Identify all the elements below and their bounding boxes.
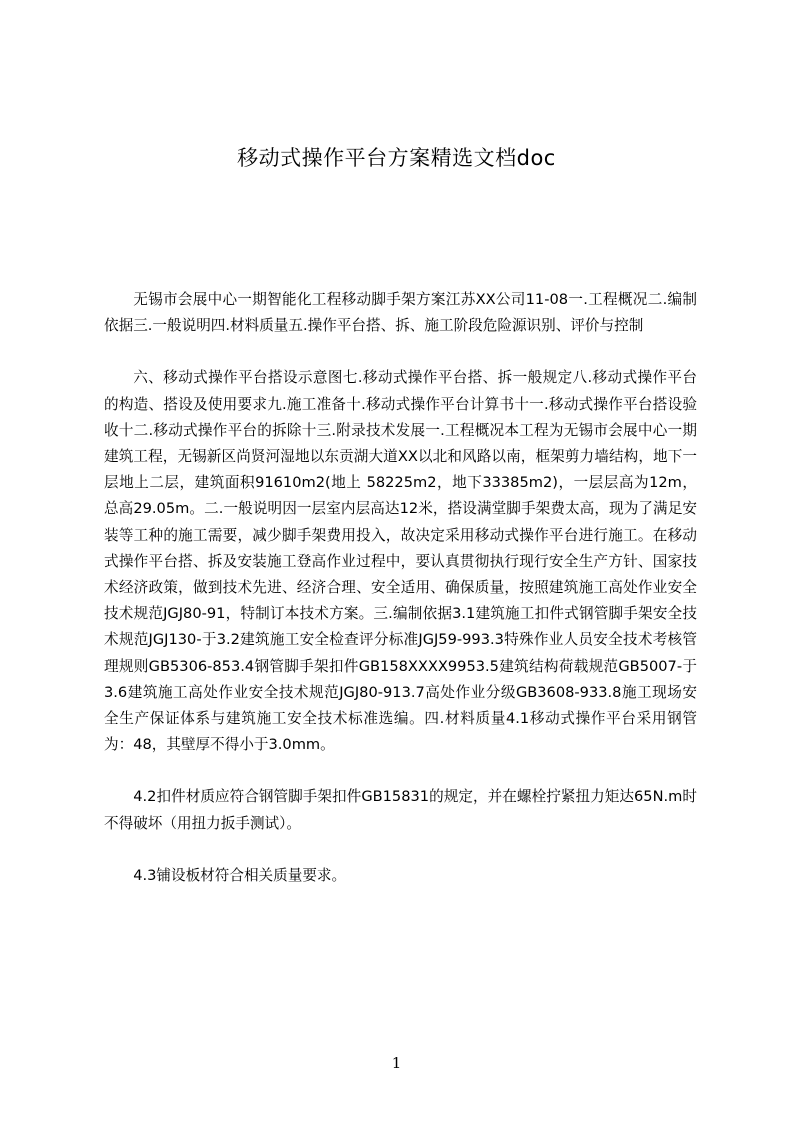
page-number: 1 <box>391 1054 402 1072</box>
document-title: 移动式操作平台方案精选文档doc <box>237 146 556 170</box>
paragraph-4-2: 4.2扣件材质应符合钢管脚手架扣件GB15831的规定，并在螺栓拧紧扭力矩达65N.m时不得破坏（用扭力扳手测试）。 <box>104 788 697 832</box>
document-body <box>104 287 697 889</box>
paragraph-main-body: 六、移动式操作平台搭设示意图七.移动式操作平台搭、拆一般规定八.移动式操作平台的构造、搭设及使用要求九.施工准备十.移动式操作平台计算书十一.移动式操作平台搭设验收十二.移动式操作平台的拆除十三.附录技术发展一.工程概况本工程为无锡市会展中心一期建筑工程，无锡新区尚贤河湿地以东贡湖大道XX以北和风路以南，框架剪力墙结构，地下一层地上二层，建筑面积91610m2(地上 58225m2，地下33385m2)，一层层高为12m，总高29.05m。二.一般说明因一层室内层高达12米，搭设满堂脚手架费太高，现为了满足安装等工种的施工需要，减少脚手架费用投入，故决定采用移动式操作平台进行施工。在移动式操作平台搭、拆及安装施工登高作业过程中，要认真贯彻执行现行安全生产方针、国家技术经济政策，做到技术先进、经济合理、安全适用、确保质量，按照建筑施工高处作业安全技术规范JGJ80-91，特制订本技术方案。三.编制依据3.1建筑施工扣件式钢管脚手架安全技术规范JGJ130-于3.2建筑施工安全检查评分标准JGJ59-993.3特殊作业人员安全技术考核管理规则GB5306-853.4钢管脚手架扣件GB158XXXX9953.5建筑结构荷载规范GB5007-于3.6建筑施工高处作业安全技术规范JGJ80-913.7高处作业分级GB3608-933.8施工现场安全生产保证体系与建筑施工安全技术标准选编。四.材料质量4.1移动式操作平台采用钢管为：48，其壁厚不得小于3.0mm。 <box>104 369 697 754</box>
paragraph-4-3: 4.3铺设板材符合相关质量要求。 <box>133 866 347 884</box>
paragraph-table-of-contents-part-1: 无锡市会展中心一期智能化工程移动脚手架方案江苏XX公司11-08一.工程概况二.编制依据三.一般说明四.材料质量五.操作平台搭、拆、施工阶段危险源识别、评价与控制 <box>104 291 697 335</box>
